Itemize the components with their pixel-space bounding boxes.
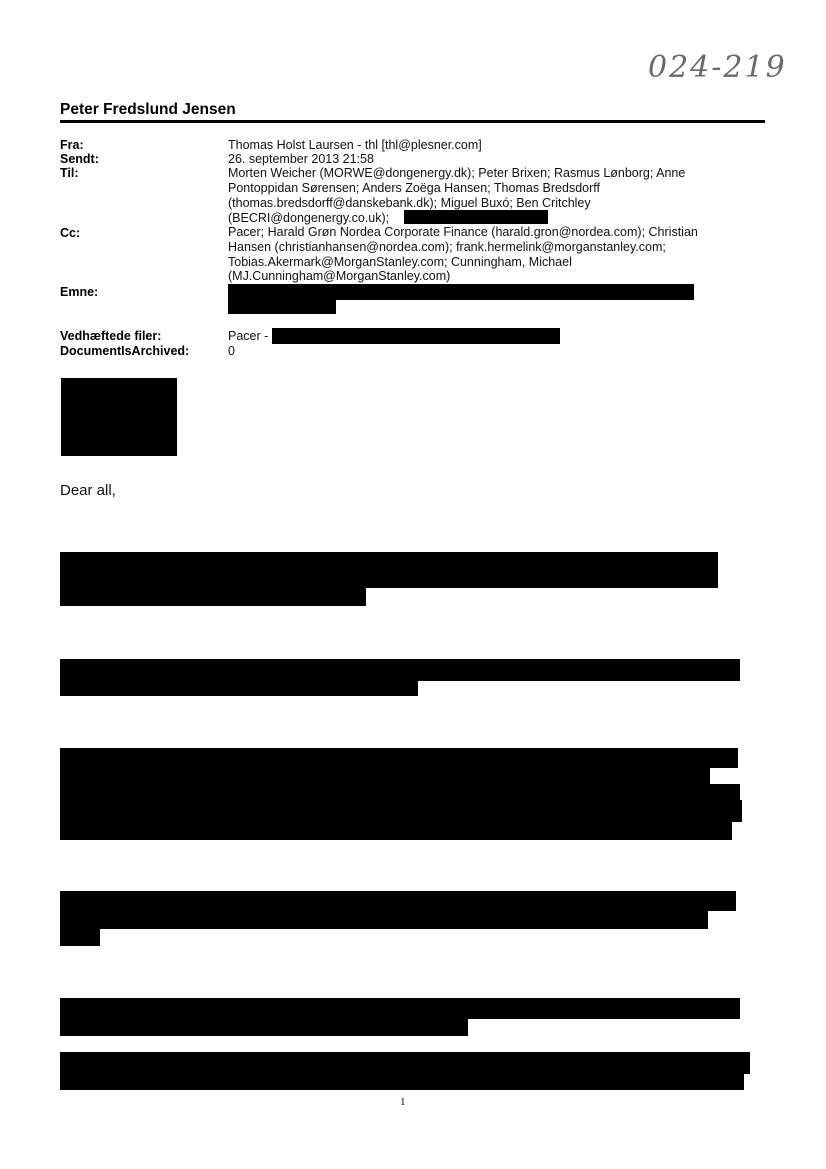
to-line: (BECRI@dongenergy.co.uk); bbox=[228, 211, 390, 225]
email-salutation: Dear all, bbox=[60, 482, 116, 499]
redaction-bar bbox=[60, 891, 736, 911]
redacted-image-block bbox=[61, 378, 177, 456]
redaction-bar bbox=[60, 1052, 750, 1074]
cc-line: Tobias.Akermark@MorganStanley.com; Cunningham, Michael bbox=[228, 255, 572, 269]
handwritten-reference-note: 024-219 bbox=[648, 50, 787, 85]
to-line: (thomas.bredsdorff@danskebank.dk); Miguel Buxó; Ben Critchley bbox=[228, 196, 591, 210]
redaction-bar bbox=[60, 586, 366, 606]
redaction-bar bbox=[60, 766, 710, 786]
redaction-bar bbox=[404, 210, 548, 224]
cc-line: Pacer; Harald Grøn Nordea Corporate Finance (harald.gron@nordea.com); Christian bbox=[228, 225, 698, 239]
from-label: Fra: bbox=[60, 138, 84, 152]
redaction-bar bbox=[60, 552, 718, 588]
redaction-bar bbox=[60, 927, 100, 946]
redaction-bar bbox=[60, 659, 740, 681]
cc-line: (MJ.Cunningham@MorganStanley.com) bbox=[228, 269, 451, 283]
redaction-bar bbox=[60, 679, 418, 696]
archived-label: DocumentIsArchived: bbox=[60, 344, 190, 358]
sent-value: 26. september 2013 21:58 bbox=[228, 152, 374, 166]
document-owner-name: Peter Fredslund Jensen bbox=[60, 101, 236, 118]
redaction-bar bbox=[60, 909, 708, 929]
attachments-value: Pacer - bbox=[228, 329, 269, 343]
redaction-bar bbox=[60, 1017, 468, 1036]
header-divider bbox=[60, 120, 765, 123]
redaction-bar bbox=[228, 284, 694, 300]
cc-label: Cc: bbox=[60, 226, 81, 240]
cc-line: Hansen (christianhansen@nordea.com); frank.hermelink@morganstanley.com; bbox=[228, 240, 666, 254]
page-number: 1 bbox=[400, 1096, 406, 1108]
to-line: Morten Weicher (MORWE@dongenergy.dk); Peter Brixen; Rasmus Lønborg; Anne bbox=[228, 166, 686, 180]
to-label: Til: bbox=[60, 166, 79, 180]
redaction-bar bbox=[60, 998, 740, 1019]
redaction-bar bbox=[60, 748, 738, 768]
redaction-bar bbox=[228, 299, 336, 314]
sent-label: Sendt: bbox=[60, 152, 99, 166]
redaction-bar bbox=[272, 328, 560, 344]
from-value: Thomas Holst Laursen - thl [thl@plesner.com] bbox=[228, 138, 482, 152]
attachments-label: Vedhæftede filer: bbox=[60, 329, 162, 343]
to-line: Pontoppidan Sørensen; Anders Zoëga Hansen; Thomas Bredsdorff bbox=[228, 181, 600, 195]
redaction-bar bbox=[60, 1072, 744, 1090]
redaction-bar bbox=[60, 800, 742, 822]
redaction-bar bbox=[60, 820, 732, 840]
archived-value: 0 bbox=[228, 344, 235, 358]
subject-label: Emne: bbox=[60, 285, 99, 299]
